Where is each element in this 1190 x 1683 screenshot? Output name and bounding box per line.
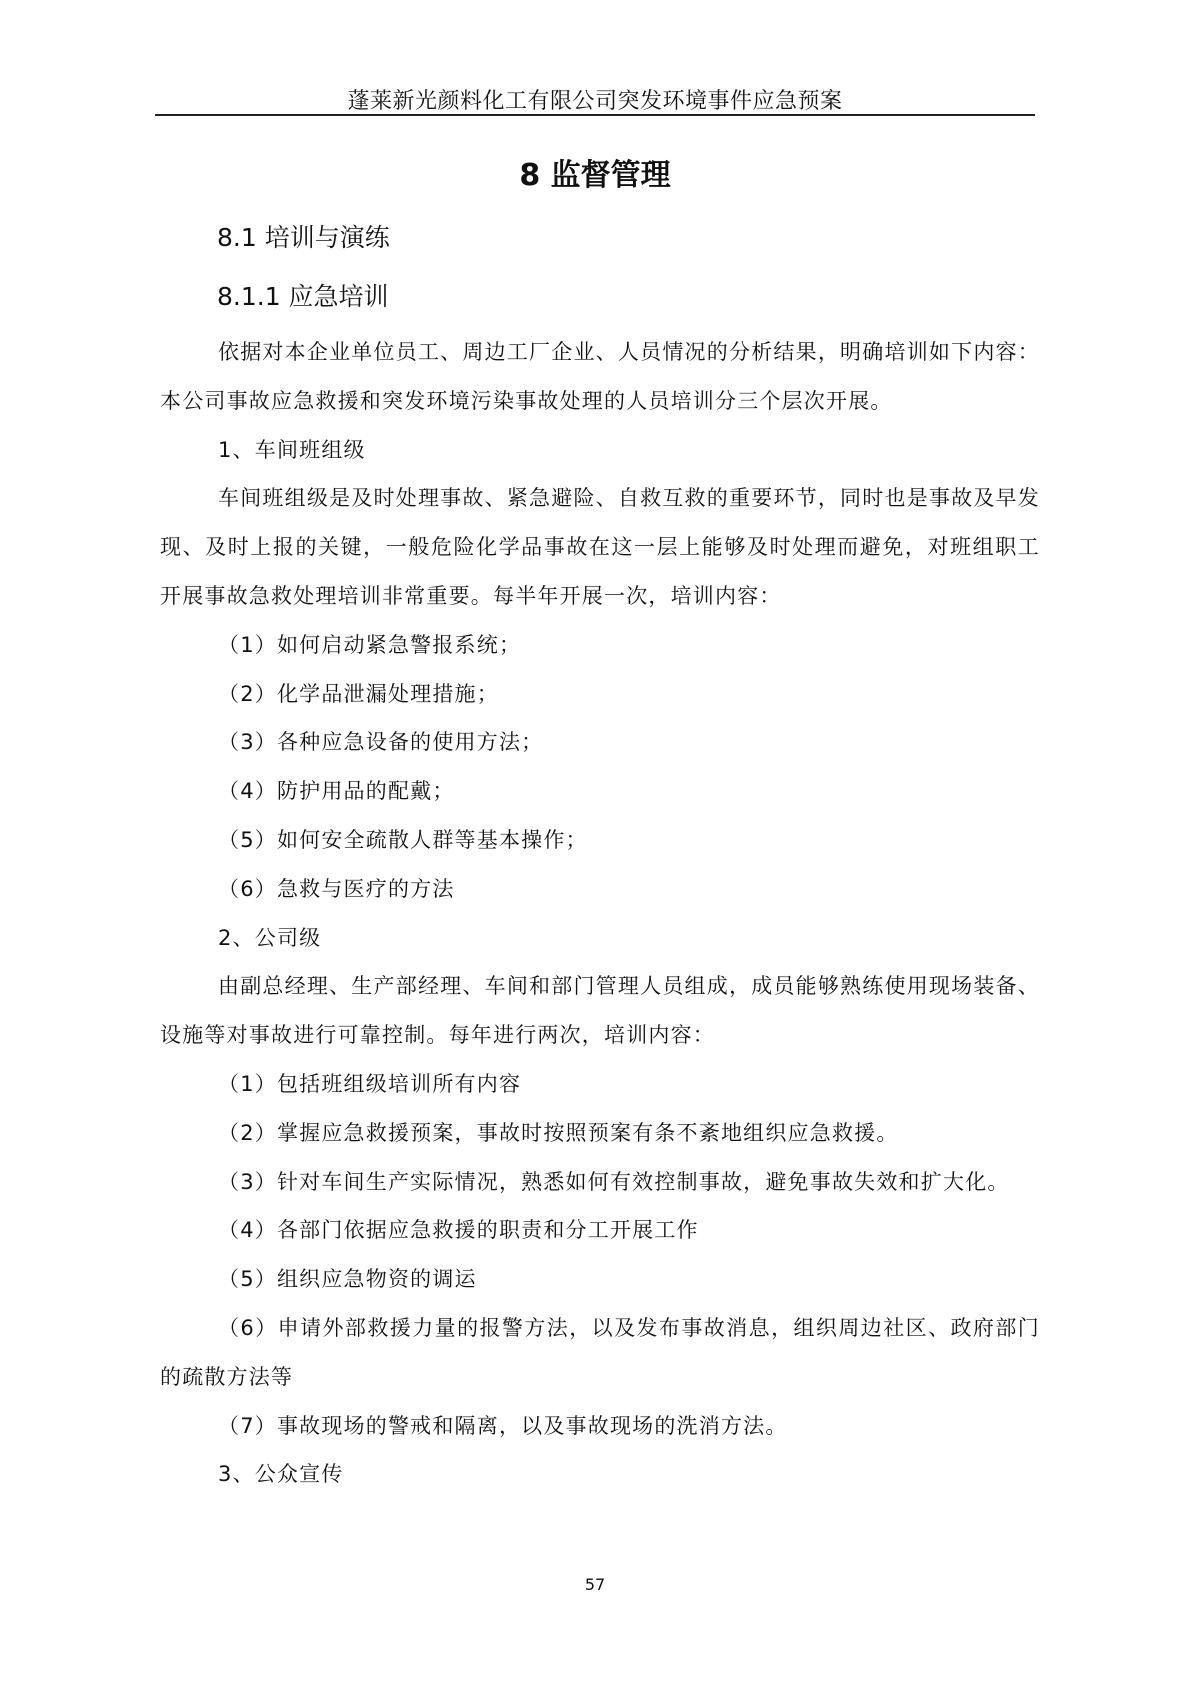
section-title: 8.1 培训与演练 bbox=[217, 223, 390, 252]
paragraph: 车间班组级是及时处理事故、紧急避险、自救互救的重要环节，同时也是事故及早发现、及时上报的关键，一般危险化学品事故在这一层上能够及时处理而避免，对班组职工开展事故急救处理培训非常重要。每半年开展一次，培训内容： bbox=[160, 486, 1040, 608]
chapter-title: 8 监督管理 bbox=[519, 158, 671, 193]
list-item: （2）化学品泄漏处理措施； bbox=[218, 681, 499, 706]
list-heading: 2、公司级 bbox=[218, 925, 322, 950]
header-divider bbox=[155, 114, 1035, 116]
list-item: （4）各部门依据应急救援的职责和分工开展工作 bbox=[218, 1218, 699, 1243]
list-item: （6）急救与医疗的方法 bbox=[218, 876, 455, 901]
list-item: （3）各种应急设备的使用方法； bbox=[218, 730, 544, 755]
list-item: （5）如何安全疏散人群等基本操作； bbox=[218, 827, 588, 852]
list-item: （5）组织应急物资的调运 bbox=[218, 1267, 477, 1292]
list-item: （4）防护用品的配戴； bbox=[218, 779, 455, 804]
body-text bbox=[160, 328, 1040, 1499]
list-item: （6）申请外部救援力量的报警方法，以及发布事故消息，组织周边社区、政府部门的疏散方法等 bbox=[160, 1315, 1040, 1389]
list-heading: 3、公众宣传 bbox=[218, 1462, 344, 1487]
list-item: （2）掌握应急救援预案，事故时按照预案有条不紊地组织应急救援。 bbox=[218, 1120, 899, 1145]
list-item: （7）事故现场的警戒和隔离，以及事故现场的洗消方法。 bbox=[218, 1413, 788, 1438]
paragraph: 依据对本企业单位员工、周边工厂企业、人员情况的分析结果，明确培训如下内容：本公司事故应急救援和突发环境污染事故处理的人员培训分三个层次开展。 bbox=[160, 340, 1040, 413]
paragraph: 由副总经理、生产部经理、车间和部门管理人员组成，成员能够熟练使用现场装备、设施等对事故进行可靠控制。每年进行两次，培训内容： bbox=[160, 974, 1040, 1048]
list-item: （3）针对车间生产实际情况，熟悉如何有效控制事故，避免事故失效和扩大化。 bbox=[218, 1169, 1010, 1194]
list-item: （1）如何启动紧急警报系统； bbox=[218, 632, 522, 657]
list-heading: 1、车间班组级 bbox=[218, 437, 366, 462]
page-number: 57 bbox=[584, 1575, 606, 1594]
list-item: （1）包括班组级培训所有内容 bbox=[218, 1071, 522, 1096]
subsection-title: 8.1.1 应急培训 bbox=[217, 282, 389, 311]
running-header: 蓬莱新光颜料化工有限公司突发环境事件应急预案 bbox=[347, 89, 843, 114]
